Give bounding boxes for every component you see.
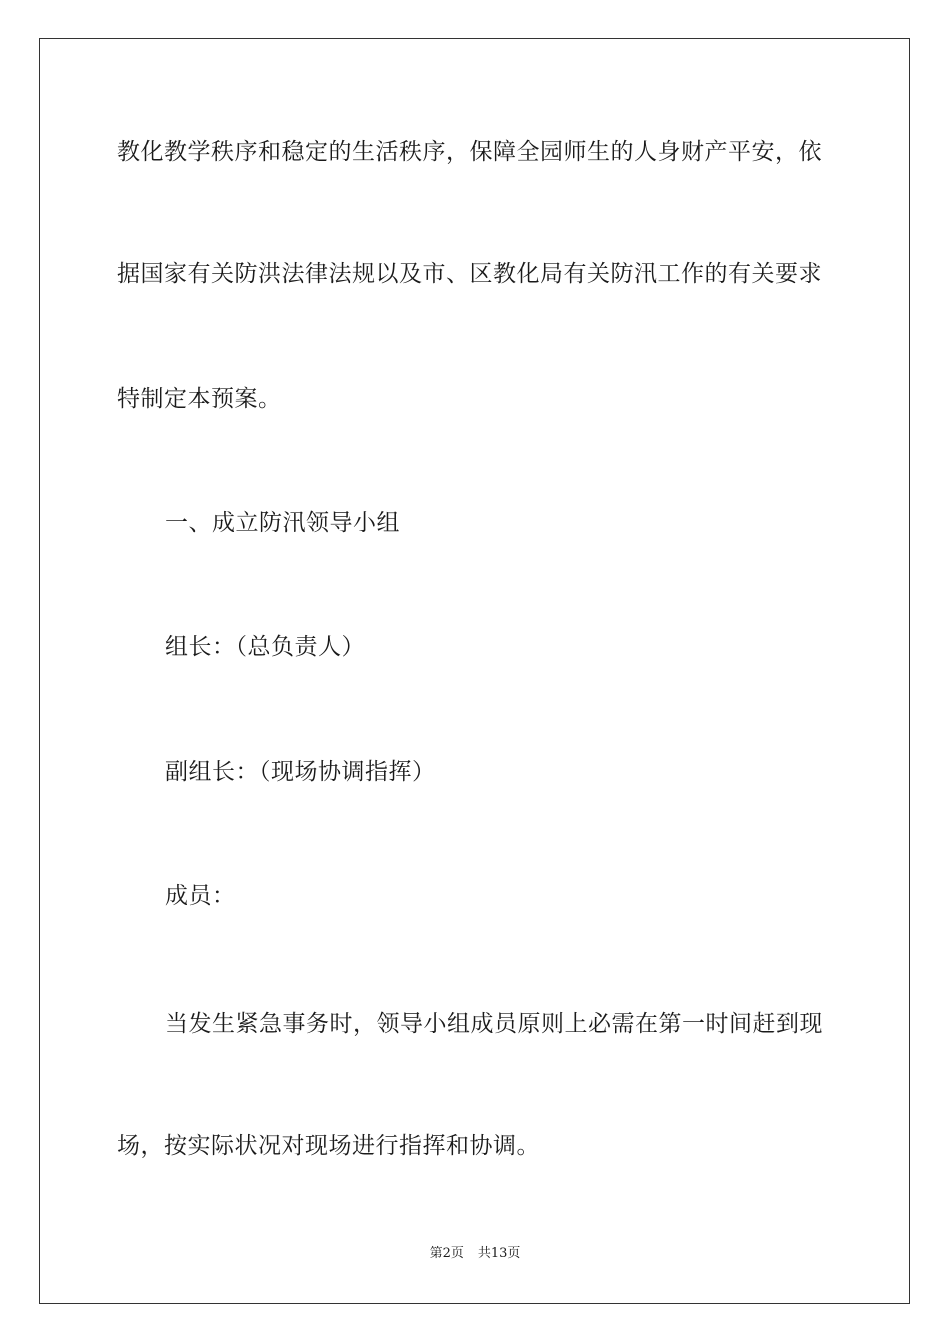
page-border: [39, 38, 910, 1304]
deputy-leader-line: 副组长：（现场协调指挥）: [165, 759, 436, 785]
paragraph-line-9: 场，按实际状况对现场进行指挥和协调。: [117, 1133, 540, 1159]
group-leader-line: 组长：（总负责人）: [165, 634, 365, 660]
paragraph-line-2: 据国家有关防洪法律法规以及市、区教化局有关防汛工作的有关要求: [117, 261, 822, 287]
paragraph-line-8: 当发生紧急事务时，领导小组成员原则上必需在第一时间赶到现: [165, 1011, 823, 1037]
paragraph-line-1: 教化教学秩序和稳定的生活秩序，保障全园师生的人身财产平安，依: [117, 139, 822, 165]
section-heading: 一、成立防汛领导小组: [165, 510, 400, 536]
page-total: 共13页: [477, 1246, 521, 1261]
paragraph-line-3: 特制定本预案。: [117, 386, 282, 412]
page-number: 第2页: [429, 1246, 464, 1261]
page-footer: [0, 1245, 950, 1263]
members-line: 成员：: [165, 883, 236, 909]
